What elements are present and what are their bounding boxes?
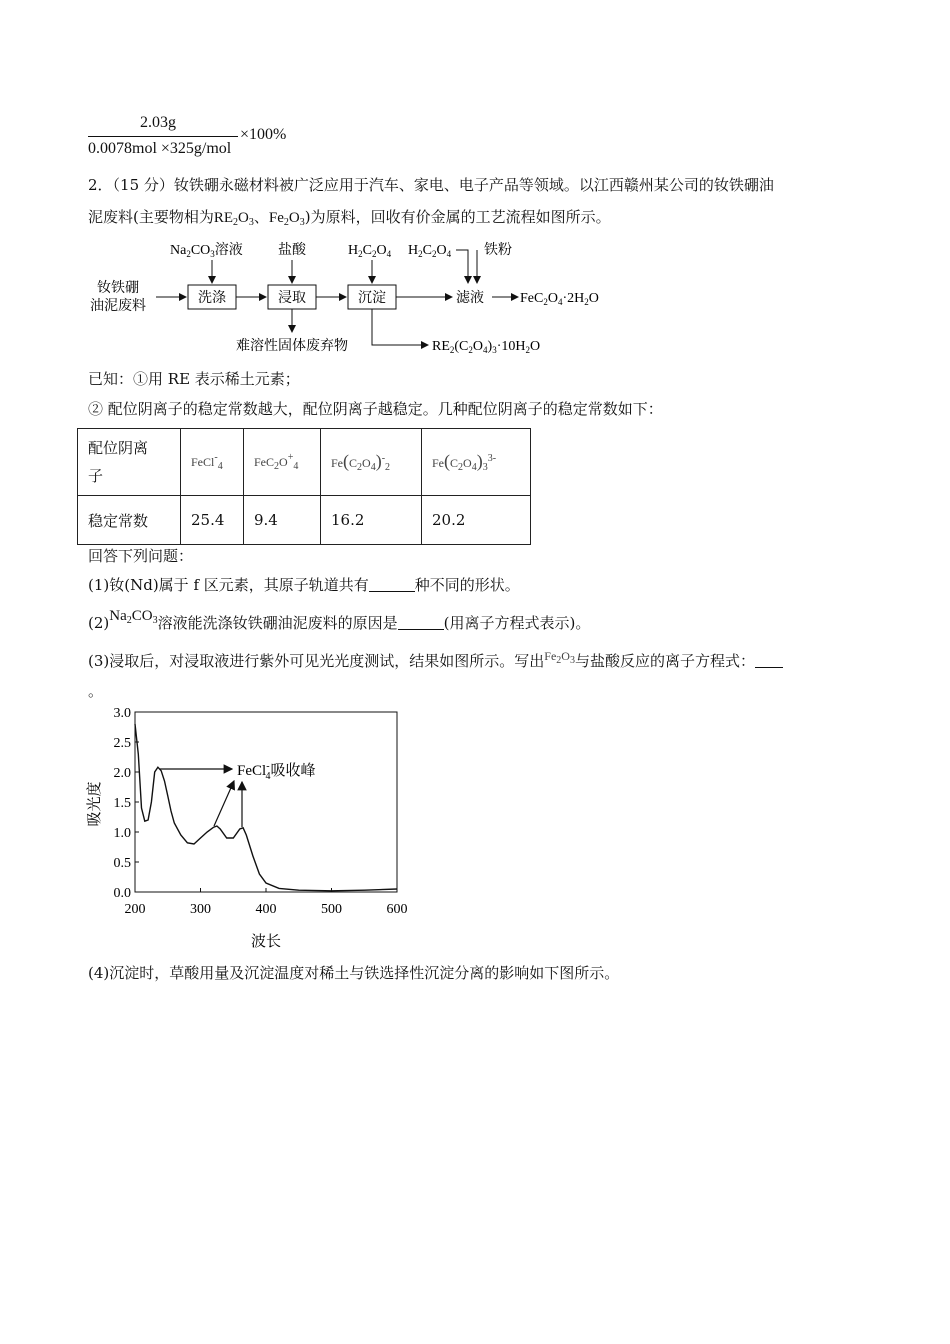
- question-3-after: 与盐酸反应的离子方程式：: [574, 652, 755, 670]
- table-header-row: [78, 429, 531, 496]
- question-2-after: (用离子方程式表示)。: [443, 614, 591, 632]
- question-3-tail: 。: [88, 682, 104, 700]
- x-tick-label: 200: [124, 902, 146, 917]
- flow-filtrate: 滤液: [456, 291, 484, 306]
- flow-product-re: $RE_2(C_2O_4)_3\cdot 10H_2O$: [432, 339, 541, 355]
- answer-prompt: 回答下列问题：: [88, 547, 194, 565]
- question-4: (4)沉淀时，草酸用量及沉淀温度对稀土与铁选择性沉淀分离的影响如下图所示。: [88, 964, 620, 982]
- table-cell: 20.2: [422, 496, 531, 545]
- y-tick-label: 3.0: [113, 706, 131, 721]
- question-2-prefix: (2): [88, 614, 110, 632]
- table-cell: 25.4: [181, 496, 244, 545]
- peak-annotation-label: 吸收峰: [270, 763, 316, 779]
- q2-intro-line1: 2．（15 分）钕铁硼永磁材料被广泛应用于汽车、家电、电子产品等领域。以江西赣州某公司的钕铁硼油: [88, 176, 774, 194]
- question-2: [88, 608, 591, 634]
- na2co3-formula: $Na_2CO_3$: [109, 608, 158, 626]
- formula-denominator: 0.0078mol ×325g/mol: [88, 140, 232, 157]
- x-tick-label: 400: [255, 902, 277, 917]
- q2-intro-line2-b: )为原料，回收有价金属的工艺流程如图所示。: [304, 208, 611, 226]
- question-1-after: 种不同的形状。: [414, 576, 520, 594]
- x-tick-label: 600: [386, 902, 408, 917]
- table-cell: 9.4: [244, 496, 321, 545]
- question-2-before: 溶液能洗涤钕铁硼油泥废料的原因是: [157, 614, 398, 632]
- y-tick-label: 0.0: [113, 886, 131, 901]
- process-flow-diagram: [80, 238, 640, 362]
- y-tick-label: 2.5: [113, 736, 131, 751]
- flow-product-dot: ·2H: [562, 291, 585, 306]
- flow-reagent1-label: 溶液: [214, 243, 243, 258]
- flow-reagent-na2co3: $Na_2CO_3$溶液: [170, 243, 243, 259]
- answer-blank: [398, 615, 444, 630]
- flow-start-line1: 钕铁硼: [97, 281, 139, 296]
- q2-intro-line2-a: 泥废料(主要物相为: [88, 208, 214, 226]
- q2-intro-line2: [88, 206, 611, 228]
- flow-start-line2: 油泥废料: [90, 299, 146, 314]
- question-3-before: (3)浸取后，对浸取液进行紫外可见光光度测试，结果如图所示。写出: [88, 652, 545, 670]
- uv-vis-chart: [82, 700, 422, 954]
- fe2o3-formula: Fe2O3: [544, 649, 575, 666]
- peak-annotation: FeCl-4吸收峰: [237, 761, 316, 782]
- y-axis-label: 吸光度: [87, 781, 103, 827]
- plot-frame: [135, 712, 397, 892]
- x-axis-label: 波长: [250, 934, 282, 950]
- x-tick-label: 300: [190, 902, 211, 917]
- table-cell: 16.2: [321, 496, 422, 545]
- table-header-fec2o4: $FeC_2O^+_4$: [244, 429, 321, 496]
- table-header-label: [78, 429, 181, 496]
- y-tick-label: 2.0: [113, 766, 131, 781]
- y-tick-label: 1.0: [113, 826, 131, 841]
- y-tick-label: 0.5: [113, 856, 131, 871]
- question-1-before: (1)钕(Nd)属于 f 区元素，其原子轨道共有: [88, 576, 369, 594]
- flow-reagent-hcl: 盐酸: [278, 243, 306, 258]
- flow-reagent-h2c2o4-2: $H_2C_2O_4$: [408, 243, 452, 259]
- question-3: [88, 650, 783, 672]
- phase-formula: $RE_2O_3$、$Fe_2O_3$: [213, 210, 305, 228]
- known-fact-1: 已知：①用 RE 表示稀土元素；: [88, 370, 300, 388]
- flow-box-wash-label: 洗涤: [198, 291, 226, 306]
- flow-box-leach-label: 浸取: [278, 291, 306, 306]
- flow-product2-tail: ·10H: [496, 339, 526, 354]
- formula-numerator: 2.03g: [140, 114, 176, 131]
- table-header-label-2: 子: [88, 467, 104, 485]
- question-1: [88, 574, 520, 595]
- table-row-label: 稳定常数: [78, 496, 181, 545]
- flow-reagent-h2c2o4: $H_2C_2O_4$: [348, 243, 392, 259]
- x-tick-label: 500: [321, 902, 342, 917]
- answer-blank: [369, 577, 415, 592]
- flow-waste: 难溶性固体废弃物: [236, 339, 348, 354]
- peak-arrow-2: [214, 781, 234, 826]
- formula-multiplier: ×100%: [240, 126, 287, 143]
- table-header-fec2o4-2: $Fe(C_2O_4)^-_2$: [321, 429, 422, 496]
- y-tick-label: 1.5: [113, 796, 131, 811]
- absorbance-curve: [135, 724, 397, 891]
- flow-box-precipitate-label: 沉淀: [358, 291, 386, 306]
- stability-table: [77, 428, 531, 545]
- table-row: [78, 496, 531, 545]
- peak-arrow-1: [160, 769, 232, 770]
- answer-blank: [755, 653, 783, 668]
- flow-product-fec2o4: $FeC_2O_4\cdot 2H_2O$: [520, 291, 599, 307]
- fraction-bar: [88, 136, 238, 137]
- known-fact-2: ② 配位阴离子的稳定常数越大，配位阴离子越稳定。几种配位阴离子的稳定常数如下：: [88, 400, 663, 418]
- table-header-label-1: 配位阴离: [88, 439, 149, 457]
- table-header-fec2o4-3: $Fe(C_2O_4)_3^{3-}$: [422, 429, 531, 496]
- efficiency-formula: [88, 114, 308, 164]
- flow-reagent-iron-powder: 铁粉: [484, 243, 512, 258]
- table-header-fecl4: FeCl-$_4$: [181, 429, 244, 496]
